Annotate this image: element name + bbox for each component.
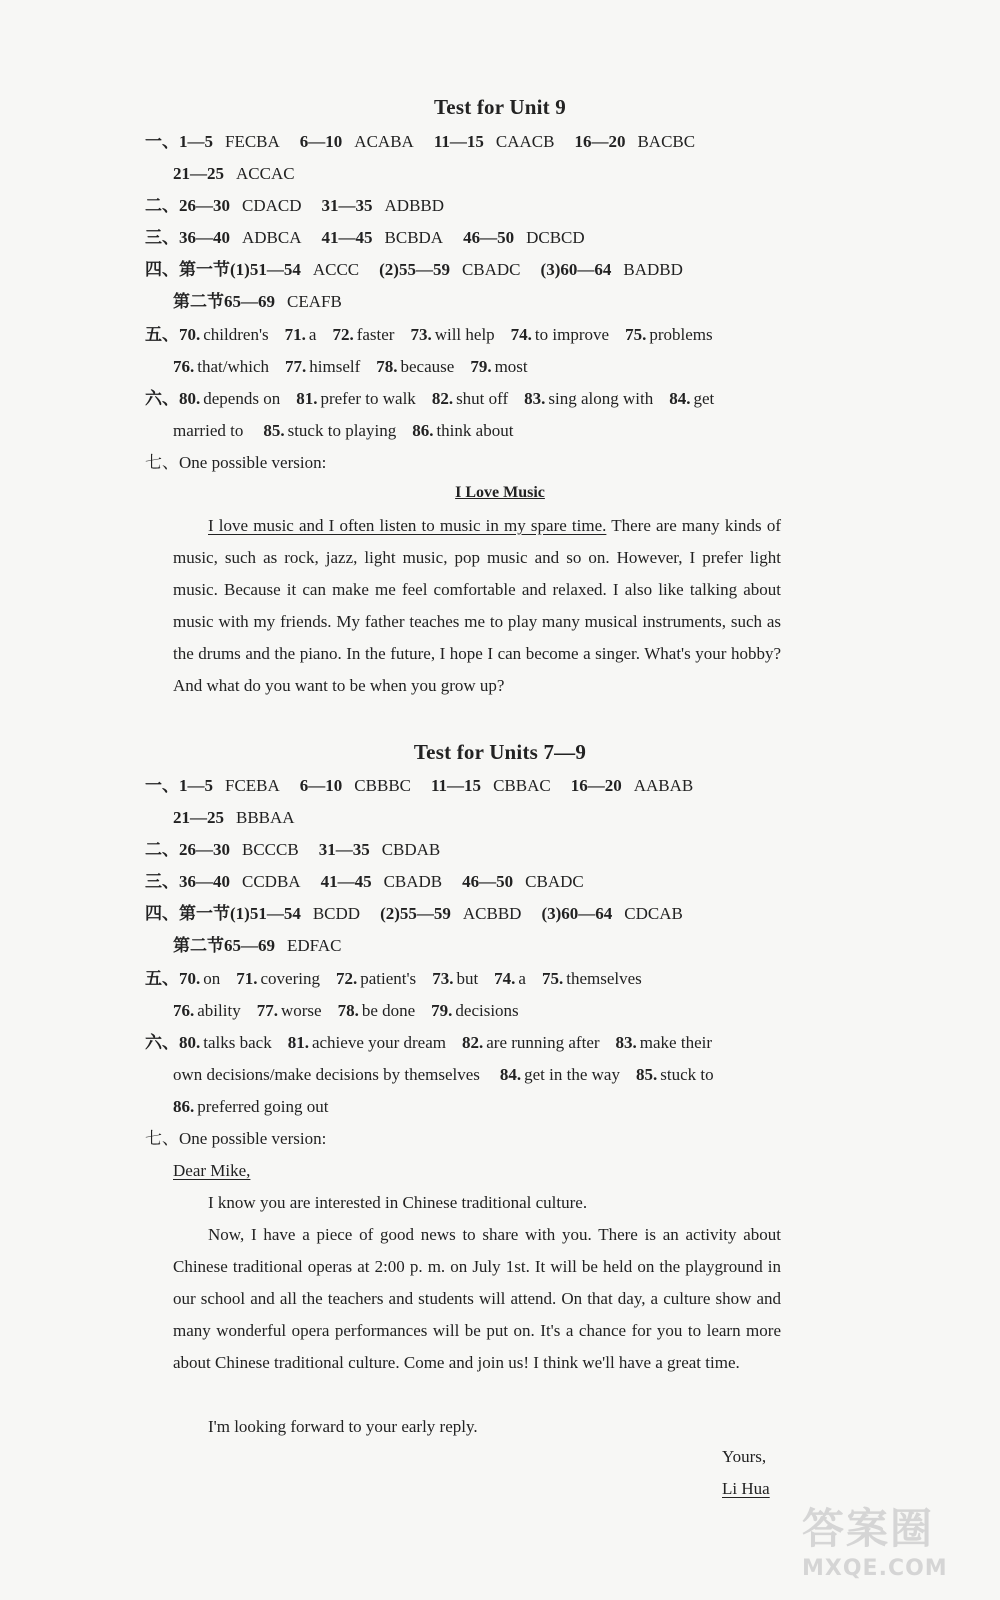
answer-value: talks back — [203, 1033, 272, 1052]
question-number: 46—50 — [463, 228, 515, 247]
question-number: 16—20 — [574, 132, 626, 151]
answer-value: because — [400, 357, 455, 376]
question-number: 75. — [541, 969, 564, 988]
section-prefix: 第二节 — [173, 936, 224, 955]
question-number: 73. — [410, 325, 432, 344]
t1-q7-prefix: 七、One possible version: — [145, 453, 327, 472]
answer-value: be done — [361, 1001, 416, 1020]
question-number: 77. — [285, 357, 307, 376]
answer-value: but — [456, 969, 479, 988]
answer-value: preferred going out — [197, 1097, 329, 1116]
answer-value: BCDD — [312, 904, 361, 923]
answer-value: prefer to walk — [320, 389, 416, 408]
question-number: 85. — [263, 421, 285, 440]
answer-value: patient's — [360, 969, 417, 988]
answer-value: most — [494, 357, 528, 376]
question-number: 83. — [524, 389, 546, 408]
question-number: 78. — [376, 357, 398, 376]
question-number: 78. — [337, 1001, 359, 1020]
question-number: 79. — [470, 357, 492, 376]
t2-q4-line1 — [145, 903, 703, 925]
t2-q5-line2 — [173, 1000, 535, 1022]
answer-continuation: married to — [173, 421, 244, 440]
answer-value: think about — [436, 421, 514, 440]
question-number: 26—30 — [179, 196, 230, 215]
t2-q6-line2 — [173, 1064, 730, 1086]
t1-q5-line1 — [145, 324, 729, 346]
question-number: 16—20 — [570, 776, 622, 795]
answer-value: CAACB — [495, 132, 555, 151]
section-prefix: 二、 — [145, 196, 179, 215]
t2-letter-signature: Li Hua — [722, 1479, 770, 1498]
answer-value: covering — [260, 969, 320, 988]
answer-value: that/which — [197, 357, 270, 376]
answer-value: a — [308, 325, 317, 344]
answer-value: worse — [280, 1001, 322, 1020]
question-number: 85. — [635, 1065, 658, 1084]
section-prefix: 第二节 — [173, 292, 224, 311]
answer-value: CBADB — [383, 872, 443, 891]
answer-value: problems — [649, 325, 713, 344]
answer-value: ACCAC — [236, 164, 295, 183]
question-number: 84. — [499, 1065, 522, 1084]
question-number: 73. — [432, 969, 454, 988]
t2-q6-line1 — [145, 1032, 728, 1054]
t2-letter-salutation: Dear Mike, — [173, 1161, 251, 1180]
question-number: 11—15 — [433, 132, 484, 151]
question-number: 41—45 — [320, 872, 372, 891]
answer-value: to improve — [534, 325, 610, 344]
question-number: 72. — [335, 969, 358, 988]
t1-essay-underlined: I love music and I often listen to music in my spare time. — [208, 516, 607, 535]
t1-q6-line1 — [145, 388, 730, 410]
answer-value: decisions — [455, 1001, 519, 1020]
answer-value: faster — [356, 325, 395, 344]
t2-q6-line3 — [173, 1096, 344, 1118]
question-number: 65—69 — [224, 292, 275, 311]
t1-q3-line — [145, 227, 605, 249]
question-number: 84. — [669, 389, 691, 408]
t1-q1-line1 — [145, 131, 715, 153]
answer-value: FCEBA — [225, 776, 280, 795]
answer-value: stuck to — [660, 1065, 714, 1084]
t1-q4-line1 — [145, 259, 703, 281]
question-number: 72. — [332, 325, 354, 344]
t2-q1-line2 — [173, 807, 315, 829]
answer-value: on — [203, 969, 221, 988]
t1-essay-body — [173, 510, 781, 702]
answer-value: CEAFB — [287, 292, 342, 311]
answer-value: CBADC — [525, 872, 584, 891]
question-number: 82. — [462, 1033, 484, 1052]
answer-value: ADBBD — [384, 196, 445, 215]
t2-q4-line2 — [173, 935, 361, 957]
section-prefix: 三、 — [145, 228, 179, 247]
answer-value: CBBBC — [354, 776, 411, 795]
question-number: 11—15 — [431, 776, 482, 795]
question-number: 26—30 — [179, 840, 230, 859]
answer-value: ADBCA — [242, 228, 302, 247]
answer-value: BBBAA — [236, 808, 295, 827]
question-number: 83. — [615, 1033, 637, 1052]
section-prefix: 六、 — [145, 1033, 179, 1052]
answer-value: BACBC — [637, 132, 696, 151]
section-prefix: 二、 — [145, 840, 179, 859]
question-number: 77. — [256, 1001, 278, 1020]
section-prefix: 五、 — [145, 969, 179, 988]
t1-q2-line — [145, 195, 464, 217]
section-prefix: 四、第一节 — [145, 260, 230, 279]
question-number: 80. — [179, 389, 201, 408]
t2-q3-line — [145, 871, 604, 893]
answer-value: himself — [309, 357, 361, 376]
answer-value: BADBD — [623, 260, 683, 279]
test1-title: Test for Unit 9 — [434, 95, 566, 119]
question-number: 74. — [494, 969, 516, 988]
t1-q6-line2 — [173, 420, 529, 442]
answer-value: CDACD — [242, 196, 302, 215]
t2-letter-p1: I know you are interested in Chinese traditional culture. — [208, 1193, 588, 1212]
question-number: 86. — [173, 1097, 195, 1116]
answer-value: ACBBD — [462, 904, 522, 923]
question-number: 65—69 — [224, 936, 275, 955]
question-number: 70. — [179, 325, 201, 344]
answer-value: sing along with — [548, 389, 654, 408]
section-prefix: 四、第一节 — [145, 904, 230, 923]
t2-letter-p2: Now, I have a piece of good news to share with you. There is an activity about Chinese traditional operas at 2:00 p. m. on July 1st. It will be held on the playground in our school and all the teachers and students will attend. On that day, a culture show and many wonderful opera performances will be put on. It's a chance for you to learn more about Chinese traditional culture. Come and join us! I think we'll have a great time. — [173, 1225, 781, 1372]
t2-q2-line — [145, 839, 460, 861]
question-number: 36—40 — [179, 228, 230, 247]
question-number: (2)55—59 — [379, 260, 450, 279]
answer-value: ability — [197, 1001, 241, 1020]
question-number: 6—10 — [299, 776, 343, 795]
test2-title: Test for Units 7—9 — [413, 740, 587, 764]
answer-value: get — [693, 389, 715, 408]
answer-value: stuck to playing — [287, 421, 397, 440]
question-number: 71. — [284, 325, 306, 344]
answer-value: AABAB — [633, 776, 694, 795]
answer-value: are running after — [486, 1033, 600, 1052]
question-number: 36—40 — [179, 872, 230, 891]
t1-q4-line2 — [173, 291, 362, 313]
t1-q5-line2 — [173, 356, 544, 378]
answer-value: children's — [203, 325, 269, 344]
answer-value: CBBAC — [493, 776, 551, 795]
answer-value: CBDAB — [381, 840, 441, 859]
question-number: 46—50 — [462, 872, 514, 891]
answer-value: make their — [639, 1033, 712, 1052]
answer-value: depends on — [203, 389, 281, 408]
question-number: 1—5 — [179, 132, 213, 151]
answer-value: FECBA — [225, 132, 280, 151]
section-prefix: 一、 — [145, 132, 179, 151]
question-number: 71. — [236, 969, 258, 988]
question-number: 21—25 — [173, 164, 224, 183]
answer-continuation: own decisions/make decisions by themselves — [173, 1065, 480, 1084]
answer-value: will help — [434, 325, 495, 344]
answer-value: DCBCD — [526, 228, 585, 247]
answer-value: ACCC — [312, 260, 360, 279]
answer-value: CCDBA — [242, 872, 301, 891]
question-number: 80. — [179, 1033, 201, 1052]
question-number: 79. — [431, 1001, 453, 1020]
section-prefix: 三、 — [145, 872, 179, 891]
watermark-en: MXQE.COM — [802, 1556, 948, 1581]
answer-value: CDCAB — [624, 904, 683, 923]
question-number: 81. — [296, 389, 318, 408]
question-number: (1)51—54 — [230, 904, 301, 923]
t1-q1-line2 — [173, 163, 315, 185]
answer-value: BCCCB — [242, 840, 299, 859]
question-number: (3)60—64 — [540, 260, 612, 279]
t2-q7-prefix: 七、One possible version: — [145, 1129, 327, 1148]
answer-value: ACABA — [354, 132, 414, 151]
question-number: 31—35 — [321, 196, 373, 215]
answer-value: EDFAC — [287, 936, 342, 955]
question-number: (3)60—64 — [541, 904, 613, 923]
question-number: 76. — [173, 357, 195, 376]
t1-essay-title: I Love Music — [455, 484, 545, 501]
question-number: 70. — [179, 969, 201, 988]
answer-value: achieve your dream — [311, 1033, 446, 1052]
t2-q1-line1 — [145, 775, 713, 797]
answer-value: CBADC — [461, 260, 521, 279]
answer-value: get in the way — [524, 1065, 620, 1084]
question-number: 6—10 — [299, 132, 343, 151]
answer-value: shut off — [456, 389, 509, 408]
answer-value: themselves — [566, 969, 642, 988]
watermark-logo — [802, 1496, 982, 1586]
question-number: 31—35 — [318, 840, 370, 859]
t2-q5-line1 — [145, 968, 658, 990]
question-number: 1—5 — [179, 776, 213, 795]
answer-value: a — [518, 969, 526, 988]
question-number: 86. — [412, 421, 434, 440]
question-number: 21—25 — [173, 808, 224, 827]
question-number: (2)55—59 — [380, 904, 451, 923]
watermark-cn: 答案圈 — [802, 1504, 935, 1553]
section-prefix: 五、 — [145, 325, 179, 344]
question-number: 75. — [625, 325, 647, 344]
question-number: 76. — [173, 1001, 195, 1020]
question-number: 74. — [510, 325, 532, 344]
answer-value: BCBDA — [384, 228, 444, 247]
question-number: 81. — [287, 1033, 309, 1052]
question-number: 82. — [431, 389, 454, 408]
question-number: (1)51—54 — [230, 260, 301, 279]
t1-essay-rest: There are many kinds of music, such as rock, jazz, light music, pop music and so on. However, I prefer light music. Because it can make me feel comfortable and relaxed. I also like talking about music with my friends. My father teaches me to play many musical instruments, such as the drums and the piano. In the future, I hope I can become a singer. What's your hobby? And what do you want to be when you grow up? — [173, 516, 781, 695]
section-prefix: 六、 — [145, 389, 179, 408]
t2-letter-p3: I'm looking forward to your early reply. — [208, 1417, 478, 1436]
question-number: 41—45 — [321, 228, 373, 247]
section-prefix: 一、 — [145, 776, 179, 795]
t2-letter-closing: Yours, — [722, 1447, 767, 1466]
